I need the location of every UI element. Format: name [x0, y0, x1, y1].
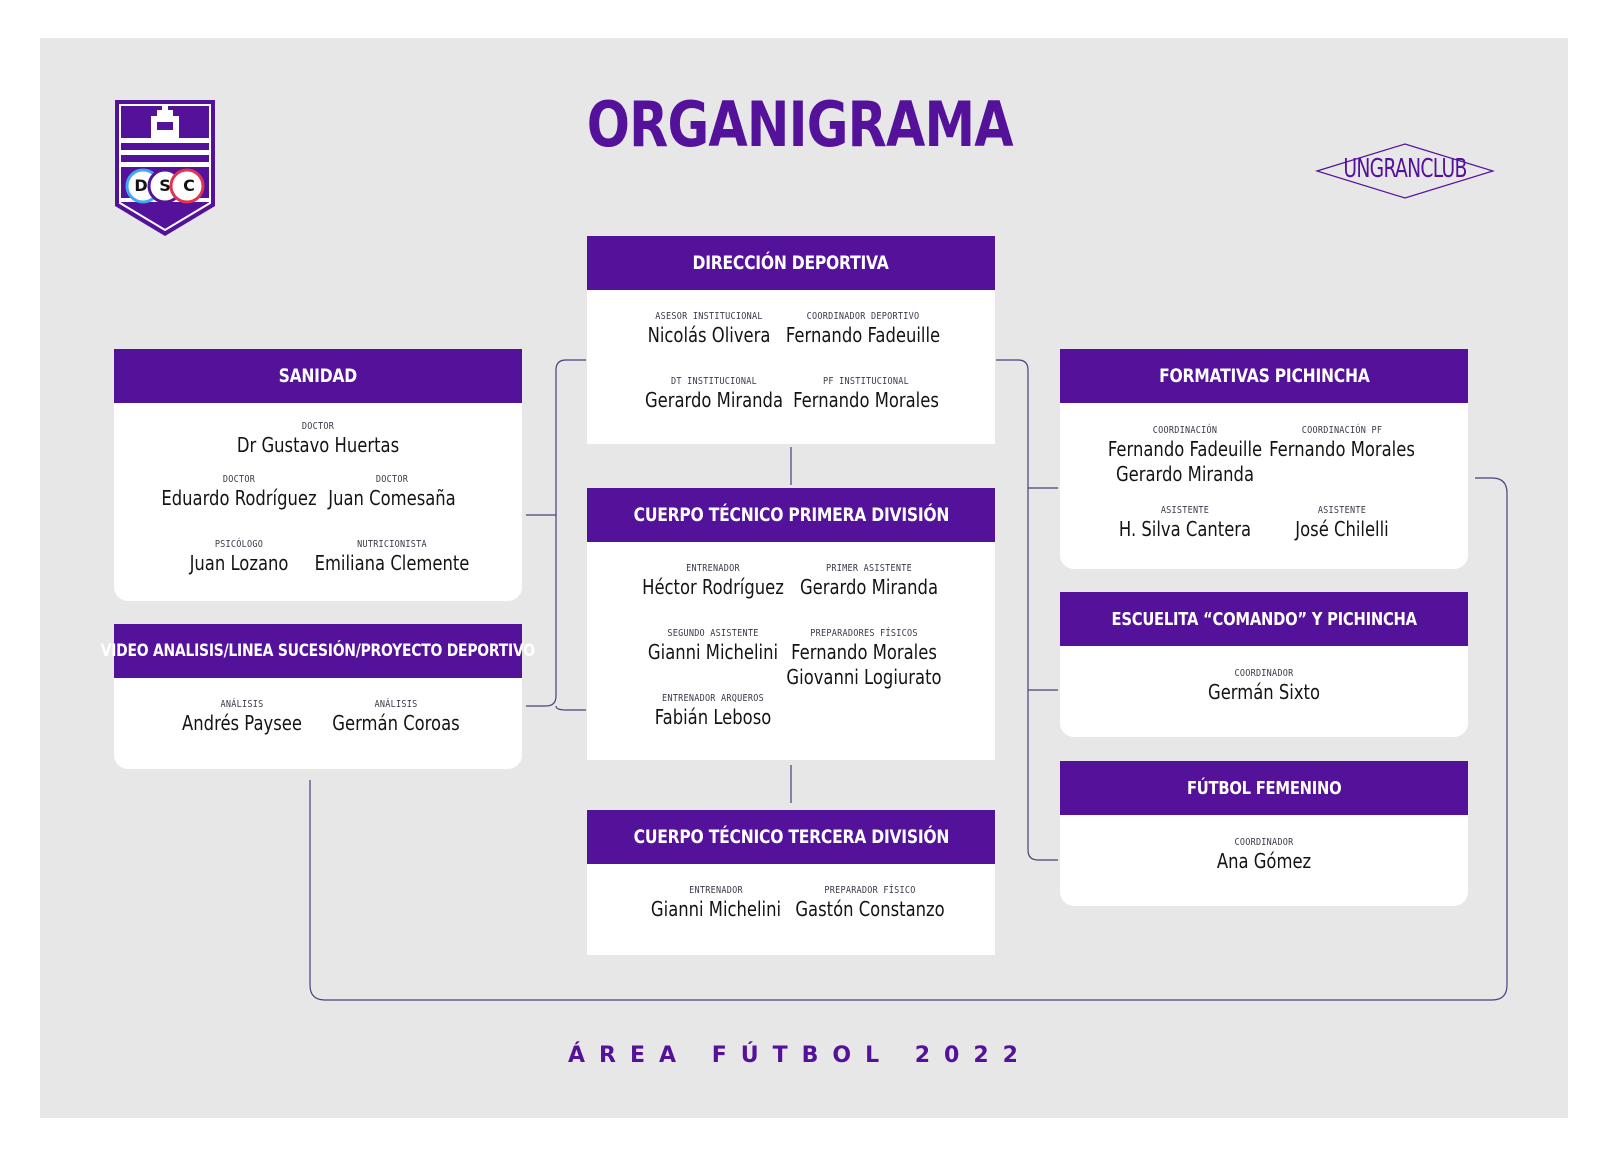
person-formativas-4: ASISTENTE José Chilelli: [1295, 505, 1389, 541]
crest-letter-c: C: [183, 176, 195, 195]
card-primera-division-title: CUERPO TÉCNICO PRIMERA DIVISIÓN: [587, 488, 995, 542]
person-primera-5: ENTRENADOR ARQUEROS Fabián Leboso: [654, 693, 772, 729]
crest-letter-d: D: [134, 176, 148, 195]
person-escuelita-1: COORDINADOR Germán Sixto: [1207, 668, 1321, 704]
person-direccion-2: COORDINADOR DEPORTIVO Fernando Fadeuille: [785, 311, 941, 347]
card-tercera-division: [587, 810, 995, 955]
person-direccion-3: DT INSTITUCIONAL Gerardo Miranda: [644, 376, 784, 412]
person-primera-4: PREPARADORES FÍSICOS Fernando Morales Giovanni Logiurato: [786, 628, 942, 689]
card-direccion-deportiva: [587, 236, 995, 444]
crest-letter-s: S: [159, 176, 171, 195]
page-title: ORGANIGRAMA: [586, 88, 1014, 161]
card-sanidad-title: SANIDAD: [114, 349, 522, 403]
footer-area-futbol: ÁREA FÚTBOL 2022: [568, 1043, 1032, 1068]
person-direccion-4: PF INSTITUCIONAL Fernando Morales: [793, 376, 939, 412]
card-escuelita-title: ESCUELITA “COMANDO” Y PICHINCHA: [1060, 592, 1468, 646]
connector-left-bracket-bottom: [556, 706, 586, 710]
connector-right-bracket: [996, 360, 1058, 860]
person-formativas-2: COORDINACIÓN PF Fernando Morales: [1269, 425, 1415, 461]
person-tercera-2: PREPARADOR FÍSICO Gastón Constanzo: [795, 885, 945, 921]
card-futbol-femenino-title: FÚTBOL FEMENINO: [1060, 761, 1468, 815]
person-video-2: ANÁLISIS Germán Coroas: [332, 699, 460, 735]
card-formativas-pichincha: [1060, 349, 1468, 569]
crest-letters: [130, 176, 200, 195]
person-video-1: ANÁLISIS Andrés Paysee: [182, 699, 302, 735]
person-formativas-1: COORDINACIÓN Fernando Fadeuille Gerardo Miranda: [1107, 425, 1263, 486]
card-sanidad: [114, 349, 522, 601]
card-tercera-division-title: CUERPO TÉCNICO TERCERA DIVISIÓN: [587, 810, 995, 864]
person-formativas-3: ASISTENTE H. Silva Cantera: [1118, 505, 1252, 541]
person-femenino-1: COORDINADOR Ana Gómez: [1216, 837, 1312, 873]
brand-text: UNGRANCLUB: [1343, 154, 1467, 184]
person-tercera-1: ENTRENADOR Gianni Michelini: [650, 885, 782, 921]
card-formativas-pichincha-title: FORMATIVAS PICHINCHA: [1060, 349, 1468, 403]
person-primera-1: ENTRENADOR Héctor Rodríguez: [642, 563, 784, 599]
person-sanidad-4: PSICÓLOGO Juan Lozano: [189, 539, 289, 575]
person-sanidad-5: NUTRICIONISTA Emiliana Clemente: [314, 539, 470, 575]
person-primera-2: PRIMER ASISTENTE Gerardo Miranda: [799, 563, 939, 599]
card-video-analisis: [100, 624, 536, 769]
card-escuelita: [1060, 592, 1468, 737]
card-futbol-femenino: [1060, 761, 1468, 906]
person-primera-3: SEGUNDO ASISTENTE Gianni Michelini: [647, 628, 779, 664]
person-direccion-1: ASESOR INSTITUCIONAL Nicolás Olivera: [647, 311, 771, 347]
person-sanidad-3: DOCTOR Juan Comesaña: [328, 474, 456, 510]
card-direccion-deportiva-title: DIRECCIÓN DEPORTIVA: [587, 236, 995, 290]
card-video-analisis-title: VIDEO ANALISIS/LINEA SUCESIÓN/PROYECTO DEPORTIVO: [114, 624, 522, 678]
card-primera-division: [587, 488, 995, 760]
person-sanidad-1: DOCTOR Dr Gustavo Huertas: [236, 421, 400, 457]
person-sanidad-2: DOCTOR Eduardo Rodríguez: [161, 474, 317, 510]
